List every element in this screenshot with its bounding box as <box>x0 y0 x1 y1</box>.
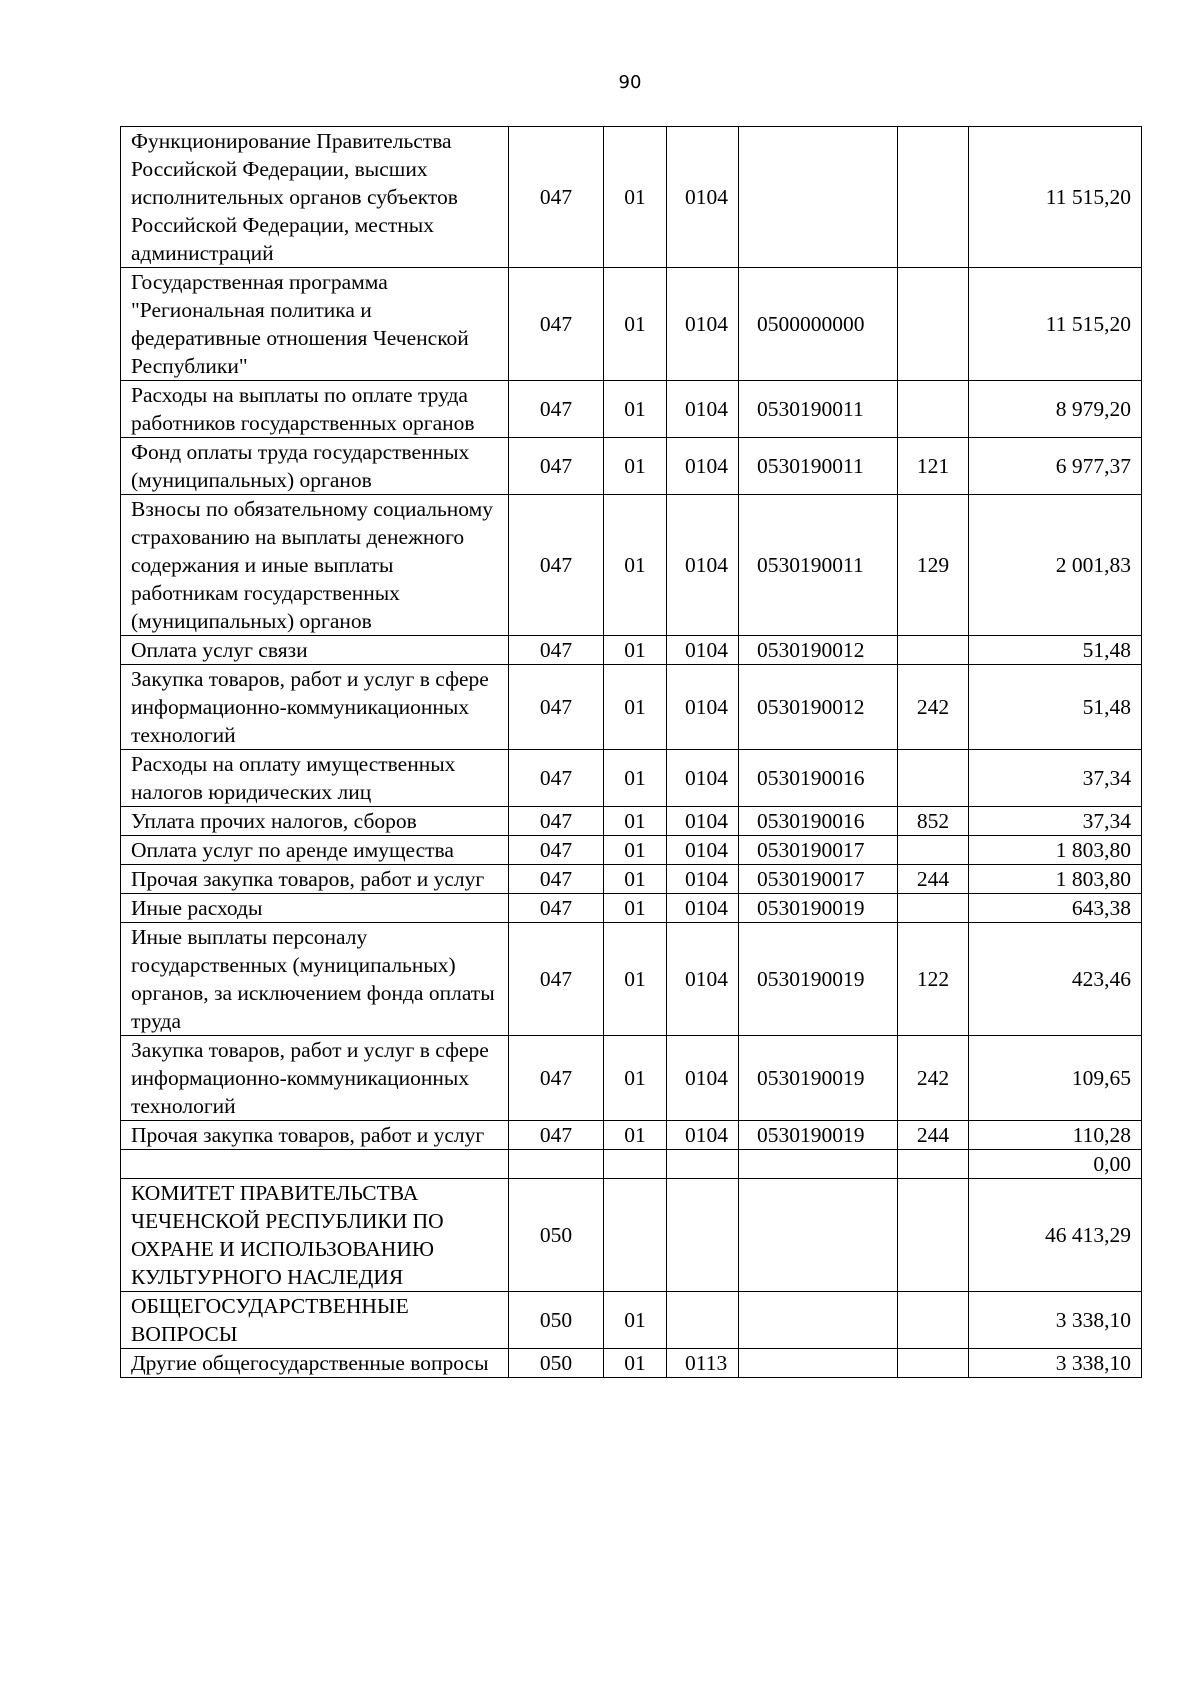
section-code-cell: 01 <box>604 1292 667 1349</box>
amount-cell: 2 001,83 <box>969 495 1142 636</box>
table-row <box>121 1349 1142 1378</box>
section-code-cell: 01 <box>604 1349 667 1378</box>
ved-code-cell: 047 <box>509 1036 604 1121</box>
budget-table <box>120 126 1142 1378</box>
section-code-cell: 01 <box>604 865 667 894</box>
section-code-cell: 01 <box>604 127 667 268</box>
table-row <box>121 836 1142 865</box>
row-name-cell: Закупка товаров, работ и услуг в сфере информационно-коммуникационных технологий <box>121 665 509 750</box>
expense-type-cell: 242 <box>898 1036 969 1121</box>
expense-type-cell <box>898 381 969 438</box>
amount-cell: 8 979,20 <box>969 381 1142 438</box>
target-article-cell <box>739 1150 898 1179</box>
target-article-cell: 0500000000 <box>739 268 898 381</box>
table-row <box>121 495 1142 636</box>
ved-code-cell <box>509 1150 604 1179</box>
subsection-code-cell: 0113 <box>667 1349 739 1378</box>
expense-type-cell: 242 <box>898 665 969 750</box>
expense-type-cell <box>898 1292 969 1349</box>
row-name-cell: Оплата услуг по аренде имущества <box>121 836 509 865</box>
row-name-cell: Прочая закупка товаров, работ и услуг <box>121 865 509 894</box>
subsection-code-cell: 0104 <box>667 836 739 865</box>
ved-code-cell: 047 <box>509 807 604 836</box>
ved-code-cell: 050 <box>509 1179 604 1292</box>
section-code-cell: 01 <box>604 381 667 438</box>
ved-code-cell: 047 <box>509 894 604 923</box>
ved-code-cell: 050 <box>509 1349 604 1378</box>
table-row <box>121 865 1142 894</box>
target-article-cell: 0530190017 <box>739 836 898 865</box>
expense-type-cell <box>898 894 969 923</box>
subsection-code-cell: 0104 <box>667 268 739 381</box>
section-code-cell <box>604 1150 667 1179</box>
row-name-cell: Другие общегосударственные вопросы <box>121 1349 509 1378</box>
row-name-cell: Прочая закупка товаров, работ и услуг <box>121 1121 509 1150</box>
row-name-cell: Фонд оплаты труда государственных (муниципальных) органов <box>121 438 509 495</box>
row-name-cell: Оплата услуг связи <box>121 636 509 665</box>
subsection-code-cell: 0104 <box>667 381 739 438</box>
ved-code-cell: 047 <box>509 1121 604 1150</box>
section-code-cell: 01 <box>604 438 667 495</box>
table-row <box>121 1292 1142 1349</box>
table-row <box>121 894 1142 923</box>
row-name-cell: ОБЩЕГОСУДАРСТВЕННЫЕ ВОПРОСЫ <box>121 1292 509 1349</box>
target-article-cell <box>739 1292 898 1349</box>
section-code-cell: 01 <box>604 923 667 1036</box>
amount-cell: 51,48 <box>969 665 1142 750</box>
row-name-cell: Иные выплаты персоналу государственных (муниципальных) органов, за исключением фонда оплаты труда <box>121 923 509 1036</box>
target-article-cell: 0530190017 <box>739 865 898 894</box>
section-code-cell <box>604 1179 667 1292</box>
amount-cell: 1 803,80 <box>969 865 1142 894</box>
subsection-code-cell: 0104 <box>667 1036 739 1121</box>
amount-cell: 37,34 <box>969 750 1142 807</box>
row-name-cell: Функционирование Правительства Российской Федерации, высших исполнительных органов субъектов Российской Федерации, местных администраций <box>121 127 509 268</box>
expense-type-cell: 122 <box>898 923 969 1036</box>
amount-cell: 37,34 <box>969 807 1142 836</box>
row-name-cell: Закупка товаров, работ и услуг в сфере информационно-коммуникационных технологий <box>121 1036 509 1121</box>
amount-cell: 46 413,29 <box>969 1179 1142 1292</box>
amount-cell: 51,48 <box>969 636 1142 665</box>
table-row <box>121 1179 1142 1292</box>
amount-cell: 0,00 <box>969 1150 1142 1179</box>
target-article-cell: 0530190016 <box>739 807 898 836</box>
section-code-cell: 01 <box>604 495 667 636</box>
table-row <box>121 636 1142 665</box>
ved-code-cell: 050 <box>509 1292 604 1349</box>
table-row <box>121 923 1142 1036</box>
amount-cell: 11 515,20 <box>969 127 1142 268</box>
section-code-cell: 01 <box>604 1121 667 1150</box>
amount-cell: 11 515,20 <box>969 268 1142 381</box>
row-name-cell: Уплата прочих налогов, сборов <box>121 807 509 836</box>
subsection-code-cell: 0104 <box>667 750 739 807</box>
target-article-cell <box>739 1349 898 1378</box>
subsection-code-cell: 0104 <box>667 923 739 1036</box>
section-code-cell: 01 <box>604 665 667 750</box>
ved-code-cell: 047 <box>509 665 604 750</box>
subsection-code-cell: 0104 <box>667 127 739 268</box>
table-row <box>121 268 1142 381</box>
expense-type-cell: 852 <box>898 807 969 836</box>
section-code-cell: 01 <box>604 1036 667 1121</box>
expense-type-cell <box>898 636 969 665</box>
expense-type-cell: 244 <box>898 1121 969 1150</box>
expense-type-cell <box>898 268 969 381</box>
expense-type-cell: 244 <box>898 865 969 894</box>
amount-cell: 109,65 <box>969 1036 1142 1121</box>
target-article-cell: 0530190019 <box>739 1121 898 1150</box>
expense-type-cell <box>898 750 969 807</box>
row-name-cell: Расходы на оплату имущественных налогов юридических лиц <box>121 750 509 807</box>
section-code-cell: 01 <box>604 750 667 807</box>
ved-code-cell: 047 <box>509 381 604 438</box>
subsection-code-cell <box>667 1179 739 1292</box>
target-article-cell: 0530190012 <box>739 636 898 665</box>
row-name-cell: КОМИТЕТ ПРАВИТЕЛЬСТВА ЧЕЧЕНСКОЙ РЕСПУБЛИКИ ПО ОХРАНЕ И ИСПОЛЬЗОВАНИЮ КУЛЬТУРНОГО НАСЛЕДИЯ <box>121 1179 509 1292</box>
amount-cell: 643,38 <box>969 894 1142 923</box>
table-row <box>121 1036 1142 1121</box>
expense-type-cell: 129 <box>898 495 969 636</box>
amount-cell: 6 977,37 <box>969 438 1142 495</box>
target-article-cell: 0530190019 <box>739 894 898 923</box>
page-number: 90 <box>618 72 642 93</box>
target-article-cell: 0530190019 <box>739 923 898 1036</box>
amount-cell: 110,28 <box>969 1121 1142 1150</box>
section-code-cell: 01 <box>604 636 667 665</box>
section-code-cell: 01 <box>604 807 667 836</box>
subsection-code-cell: 0104 <box>667 665 739 750</box>
section-code-cell: 01 <box>604 836 667 865</box>
target-article-cell: 0530190019 <box>739 1036 898 1121</box>
amount-cell: 423,46 <box>969 923 1142 1036</box>
target-article-cell: 0530190012 <box>739 665 898 750</box>
subsection-code-cell: 0104 <box>667 807 739 836</box>
amount-cell: 1 803,80 <box>969 836 1142 865</box>
subsection-code-cell: 0104 <box>667 894 739 923</box>
target-article-cell: 0530190011 <box>739 381 898 438</box>
target-article-cell <box>739 127 898 268</box>
target-article-cell <box>739 1179 898 1292</box>
expense-type-cell <box>898 1150 969 1179</box>
ved-code-cell: 047 <box>509 127 604 268</box>
row-name-cell: Взносы по обязательному социальному страхованию на выплаты денежного содержания и иные выплаты работникам государственных (муниципальных) органов <box>121 495 509 636</box>
section-code-cell: 01 <box>604 894 667 923</box>
expense-type-cell <box>898 127 969 268</box>
expense-type-cell <box>898 836 969 865</box>
table-row <box>121 438 1142 495</box>
row-name-cell: Иные расходы <box>121 894 509 923</box>
table-row <box>121 665 1142 750</box>
table-row <box>121 1150 1142 1179</box>
amount-cell: 3 338,10 <box>969 1292 1142 1349</box>
amount-cell: 3 338,10 <box>969 1349 1142 1378</box>
subsection-code-cell: 0104 <box>667 1121 739 1150</box>
table-row <box>121 1121 1142 1150</box>
subsection-code-cell <box>667 1150 739 1179</box>
ved-code-cell: 047 <box>509 750 604 807</box>
table-row <box>121 127 1142 268</box>
section-code-cell: 01 <box>604 268 667 381</box>
ved-code-cell: 047 <box>509 923 604 1036</box>
table-row <box>121 381 1142 438</box>
target-article-cell: 0530190016 <box>739 750 898 807</box>
subsection-code-cell: 0104 <box>667 438 739 495</box>
table-row <box>121 750 1142 807</box>
expense-type-cell: 121 <box>898 438 969 495</box>
ved-code-cell: 047 <box>509 636 604 665</box>
ved-code-cell: 047 <box>509 268 604 381</box>
subsection-code-cell: 0104 <box>667 495 739 636</box>
subsection-code-cell <box>667 1292 739 1349</box>
expense-type-cell <box>898 1349 969 1378</box>
ved-code-cell: 047 <box>509 836 604 865</box>
table-row <box>121 807 1142 836</box>
target-article-cell: 0530190011 <box>739 495 898 636</box>
row-name-cell <box>121 1150 509 1179</box>
subsection-code-cell: 0104 <box>667 636 739 665</box>
subsection-code-cell: 0104 <box>667 865 739 894</box>
row-name-cell: Государственная программа "Региональная политика и федеративные отношения Чеченской Республики" <box>121 268 509 381</box>
ved-code-cell: 047 <box>509 865 604 894</box>
row-name-cell: Расходы на выплаты по оплате труда работников государственных органов <box>121 381 509 438</box>
ved-code-cell: 047 <box>509 438 604 495</box>
target-article-cell: 0530190011 <box>739 438 898 495</box>
expense-type-cell <box>898 1179 969 1292</box>
ved-code-cell: 047 <box>509 495 604 636</box>
